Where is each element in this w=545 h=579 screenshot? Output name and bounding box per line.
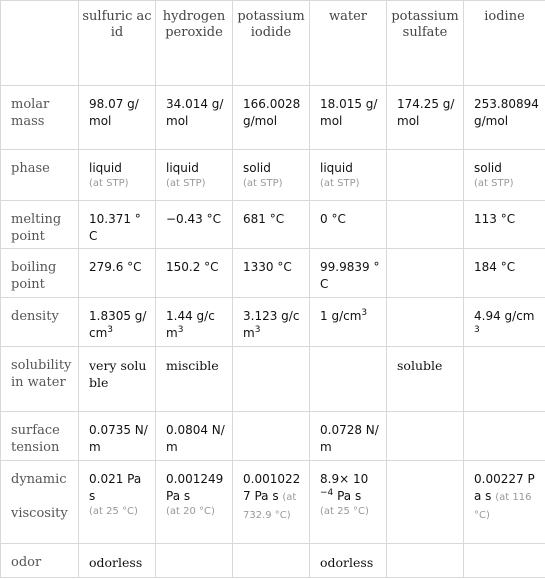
row-boiling-point <box>1 249 545 298</box>
row-phase <box>1 150 545 201</box>
corner-cell <box>1 1 79 86</box>
row-label-solubility: solubility in water <box>1 347 79 412</box>
density-value: 1 g/cm <box>320 309 362 323</box>
cell-melting-point-water: 0 °C <box>310 201 387 249</box>
cell-surface-tension-potassium-iodide <box>233 412 310 461</box>
cell-boiling-point-sulfuric-acid: 279.6 °C <box>79 249 156 298</box>
cell-viscosity-sulfuric-acid <box>79 461 156 544</box>
density-exponent: 3 <box>177 325 184 335</box>
density-exponent: 3 <box>254 325 261 335</box>
viscosity-condition: (at 20 °C) <box>166 506 215 517</box>
cell-surface-tension-water: 0.0728 N/m <box>310 412 387 461</box>
cell-density-iodine <box>464 298 545 347</box>
cell-density-hydrogen-peroxide <box>156 298 233 347</box>
row-label-molar-mass: molar mass <box>1 86 79 150</box>
cell-molar-mass-potassium-sulfate: 174.25 g/mol <box>387 86 464 150</box>
viscosity-condition: (at 732.9 °C) <box>243 492 297 521</box>
cell-viscosity-water <box>310 461 387 544</box>
cell-melting-point-potassium-iodide: 681 °C <box>233 201 310 249</box>
cell-solubility-water <box>310 347 387 412</box>
phase-condition: (at STP) <box>166 178 206 189</box>
cell-solubility-sulfuric-acid: very soluble <box>79 347 156 412</box>
cell-odor-hydrogen-peroxide <box>156 544 233 578</box>
viscosity-value: 0.021 Pa s <box>89 472 142 503</box>
cell-boiling-point-potassium-sulfate <box>387 249 464 298</box>
row-surface-tension <box>1 412 545 461</box>
cell-surface-tension-hydrogen-peroxide: 0.0804 N/m <box>156 412 233 461</box>
phase-condition: (at STP) <box>320 178 360 189</box>
viscosity-condition: (at 25 °C) <box>320 506 369 517</box>
cell-odor-sulfuric-acid: odorless <box>79 544 156 578</box>
cell-surface-tension-sulfuric-acid: 0.0735 N/m <box>79 412 156 461</box>
col-header-sulfuric-acid: sulfuric acid <box>79 1 156 86</box>
cell-density-potassium-iodide <box>233 298 310 347</box>
col-header-potassium-sulfate: potassium sulfate <box>387 1 464 86</box>
row-odor <box>1 544 545 578</box>
cell-boiling-point-water: 99.9839 °C <box>310 249 387 298</box>
header-row <box>1 1 545 86</box>
density-value: 4.94 g/cm <box>474 309 535 323</box>
density-value: 1.44 g/cm <box>166 309 215 340</box>
col-header-potassium-iodide: potassium iodide <box>233 1 310 86</box>
density-value: 3.123 g/cm <box>243 309 300 340</box>
density-exponent: 3 <box>474 325 480 335</box>
cell-molar-mass-water: 18.015 g/mol <box>310 86 387 150</box>
row-density <box>1 298 545 347</box>
cell-melting-point-potassium-sulfate <box>387 201 464 249</box>
viscosity-label-bottom: viscosity <box>11 506 68 521</box>
phase-value: solid <box>474 161 502 175</box>
cell-molar-mass-sulfuric-acid: 98.07 g/mol <box>79 86 156 150</box>
cell-melting-point-iodine: 113 °C <box>464 201 545 249</box>
phase-value: solid <box>243 161 271 175</box>
row-label-dynamic-viscosity <box>1 461 79 544</box>
cell-phase-potassium-sulfate <box>387 150 464 201</box>
cell-viscosity-iodine <box>464 461 545 544</box>
cell-solubility-hydrogen-peroxide: miscible <box>156 347 233 412</box>
cell-phase-water <box>310 150 387 201</box>
cell-boiling-point-potassium-iodide: 1330 °C <box>233 249 310 298</box>
viscosity-power-base: 10 <box>352 472 369 486</box>
col-header-iodine: iodine <box>464 1 545 86</box>
cell-surface-tension-iodine <box>464 412 545 461</box>
viscosity-value: 0.0010227 Pa s <box>243 472 301 503</box>
cell-phase-potassium-iodide <box>233 150 310 201</box>
density-exponent: 3 <box>107 325 114 335</box>
cell-boiling-point-iodine: 184 °C <box>464 249 545 298</box>
cell-solubility-potassium-iodide <box>233 347 310 412</box>
row-molar-mass <box>1 86 545 150</box>
row-label-boiling-point: boiling point <box>1 249 79 298</box>
cell-odor-potassium-iodide <box>233 544 310 578</box>
cell-solubility-potassium-sulfate: soluble <box>387 347 464 412</box>
phase-condition: (at STP) <box>89 178 129 189</box>
cell-phase-sulfuric-acid <box>79 150 156 201</box>
cell-molar-mass-iodine: 253.80894 g/mol <box>464 86 545 150</box>
cell-phase-iodine <box>464 150 545 201</box>
cell-melting-point-sulfuric-acid: 10.371 °C <box>79 201 156 249</box>
col-header-hydrogen-peroxide: hydrogen peroxide <box>156 1 233 86</box>
col-header-water: water <box>310 1 387 86</box>
cell-odor-potassium-sulfate <box>387 544 464 578</box>
cell-melting-point-hydrogen-peroxide: −0.43 °C <box>156 201 233 249</box>
viscosity-value: 0.001249 Pa s <box>166 472 224 503</box>
viscosity-unit: Pa s <box>337 489 362 503</box>
viscosity-mantissa: 8.9× <box>320 472 350 486</box>
row-dynamic-viscosity <box>1 461 545 544</box>
cell-solubility-iodine <box>464 347 545 412</box>
phase-value: liquid <box>320 161 353 175</box>
phase-condition: (at STP) <box>243 178 283 189</box>
viscosity-condition: (at 25 °C) <box>89 506 138 517</box>
density-exponent: 3 <box>361 308 368 318</box>
row-solubility <box>1 347 545 412</box>
viscosity-value: 0.00227 Pa s <box>474 472 535 503</box>
cell-density-potassium-sulfate <box>387 298 464 347</box>
cell-molar-mass-hydrogen-peroxide: 34.014 g/mol <box>156 86 233 150</box>
row-label-odor: odor <box>1 544 79 578</box>
viscosity-label-top: dynamic <box>11 472 67 487</box>
cell-phase-hydrogen-peroxide <box>156 150 233 201</box>
row-label-melting-point: melting point <box>1 201 79 249</box>
cell-surface-tension-potassium-sulfate <box>387 412 464 461</box>
cell-molar-mass-potassium-iodide: 166.0028 g/mol <box>233 86 310 150</box>
density-value: 1.8305 g/cm <box>89 309 147 340</box>
viscosity-condition: (at 116 °C) <box>474 492 532 521</box>
row-label-phase: phase <box>1 150 79 201</box>
cell-odor-water: odorless <box>310 544 387 578</box>
cell-viscosity-potassium-iodide <box>233 461 310 544</box>
cell-odor-iodine <box>464 544 545 578</box>
cell-boiling-point-hydrogen-peroxide: 150.2 °C <box>156 249 233 298</box>
row-melting-point <box>1 201 545 249</box>
row-label-surface-tension: surface tension <box>1 412 79 461</box>
cell-viscosity-potassium-sulfate <box>387 461 464 544</box>
phase-condition: (at STP) <box>474 178 514 189</box>
row-label-density: density <box>1 298 79 347</box>
phase-value: liquid <box>166 161 199 175</box>
viscosity-power-exponent: −4 <box>320 488 334 498</box>
cell-density-sulfuric-acid <box>79 298 156 347</box>
cell-density-water <box>310 298 387 347</box>
phase-value: liquid <box>89 161 122 175</box>
cell-viscosity-hydrogen-peroxide <box>156 461 233 544</box>
